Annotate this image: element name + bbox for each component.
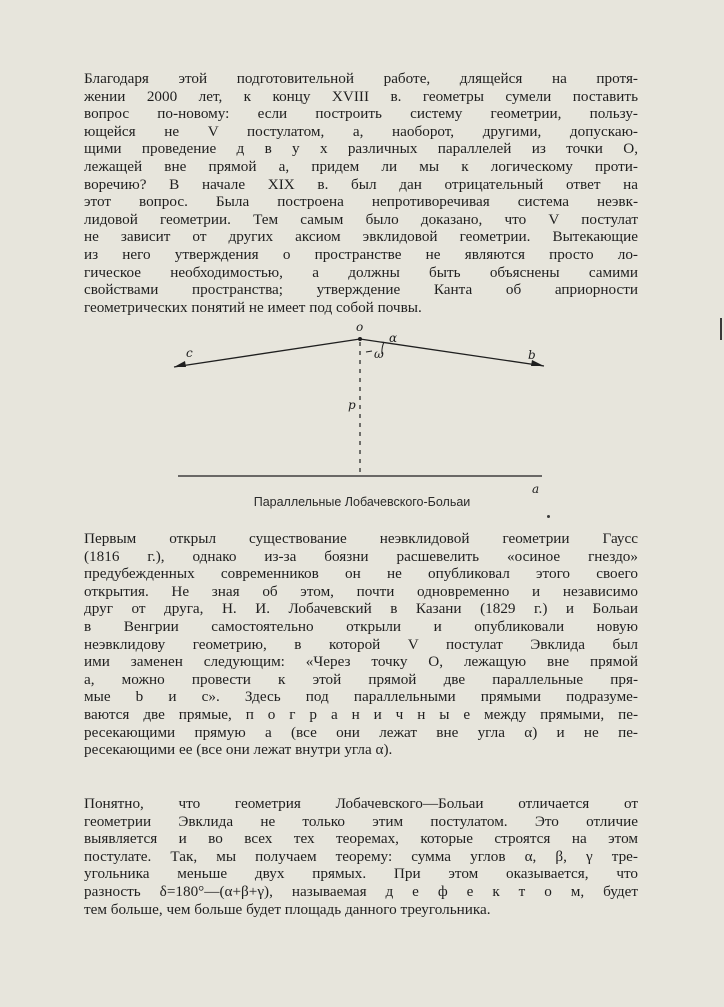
label-b: b bbox=[528, 348, 536, 362]
figure-caption: Параллельные Лобачевского-Больаи bbox=[253, 495, 471, 509]
scan-speck bbox=[547, 515, 550, 518]
label-alpha: α bbox=[389, 331, 398, 345]
text-line: лежащей вне прямой a, придем ли мы к логическому проти- bbox=[84, 157, 638, 175]
label-a: a bbox=[532, 482, 540, 496]
paragraph-2 bbox=[84, 530, 638, 759]
lobachevsky-parallels-figure bbox=[160, 320, 570, 520]
text-line: ресекающими ее (все они лежат внутри угла α). bbox=[84, 741, 393, 759]
arrowhead-c bbox=[174, 361, 186, 367]
text-line: в Венгрии самостоятельно открыли и опубликовали новую bbox=[84, 617, 638, 635]
text-line: Первым открыл существование неэвклидовой геометрии Гаусс bbox=[84, 530, 638, 547]
text-line: открытия. Не зная об этом, почти одновременно и независимо bbox=[84, 582, 638, 600]
text-line: Понятно, что геометрия Лобачевского—Больаи отличается от bbox=[84, 795, 638, 812]
label-omega: ω bbox=[374, 347, 384, 361]
scan-edge-mark bbox=[720, 318, 722, 340]
parallel-line-b bbox=[360, 339, 544, 366]
text-line: Благодаря этой подготовительной работе, длящейся на протя- bbox=[84, 70, 638, 87]
text-line: щими проведение д в у х различных параллелей из точки O, bbox=[84, 140, 638, 158]
text-line: постулате. Так, мы получаем теорему: сумма углов α, β, γ тре- bbox=[84, 847, 638, 865]
text-line: из него утверждения о пространстве не являются просто ло- bbox=[84, 245, 638, 263]
text-line: не зависит от других аксиом эвклидовой геометрии. Вытекающие bbox=[84, 228, 638, 246]
text-line: неэвклидову геометрию, в которой V постулат Эвклида был bbox=[84, 635, 638, 653]
text-line: угольника меньше двух прямых. При этом оказывается, что bbox=[84, 865, 638, 883]
label-point-o: o bbox=[356, 320, 364, 334]
text-line: мые b и c». Здесь под параллельными прямыми подразуме- bbox=[84, 688, 638, 706]
text-line: предубежденных современников он не опубликовал этого своего bbox=[84, 565, 638, 583]
text-line: геометрических понятий не имеет под собой почвы. bbox=[84, 298, 422, 316]
paragraph-3 bbox=[84, 795, 638, 918]
text-line: (1816 г.), однако из-за боязни расшевелить «осиное гнездо» bbox=[84, 547, 638, 565]
text-line: друг от друга, Н. И. Лобачевский в Казани (1829 г.) и Больаи bbox=[84, 600, 638, 618]
text-line: a, можно провести к этой прямой две параллельные пря- bbox=[84, 670, 638, 688]
label-p: p bbox=[348, 398, 356, 412]
label-c: c bbox=[186, 346, 193, 360]
text-line: ваются две прямые, п о г р а н и ч н ы е между прямыми, пе- bbox=[84, 705, 638, 723]
angle-omega-mark bbox=[366, 351, 372, 352]
text-line: гическое необходимостью, а должны быть объяснены самими bbox=[84, 263, 638, 281]
text-line: тем больше, чем больше будет площадь данного треугольника. bbox=[84, 900, 491, 918]
text-line: вопрос по-новому: если построить систему геометрии, пользу- bbox=[84, 105, 638, 123]
text-line: разность δ=180°—(α+β+γ), называемая д е ф е к т о м, будет bbox=[84, 882, 638, 900]
text-line: жении 2000 лет, к концу XVIII в. геометры сумели поставить bbox=[84, 87, 638, 105]
text-line: воречию? В начале XIX в. был дан отрицательный ответ на bbox=[84, 175, 638, 193]
parallel-line-c bbox=[174, 339, 360, 367]
text-line: этот вопрос. Была построена непротиворечивая система неэвк- bbox=[84, 193, 638, 211]
text-line: геометрии Эвклида не только этим постулатом. Это отличие bbox=[84, 812, 638, 830]
paragraph-1 bbox=[84, 70, 638, 316]
text-line: лидовой геометрии. Тем самым было доказано, что V постулат bbox=[84, 210, 638, 228]
text-line: ими заменен следующим: «Через точку O, лежащую вне прямой bbox=[84, 653, 638, 671]
text-line: ющейся не V постулатом, а, наоборот, другими, допускаю- bbox=[84, 122, 638, 140]
text-line: ресекающими прямую a (все они лежат вне угла α) и не пе- bbox=[84, 723, 638, 741]
text-line: выявляется и во всех тех теоремах, которые строятся на этом bbox=[84, 830, 638, 848]
text-line: свойствами пространства; утверждение Канта об априорности bbox=[84, 281, 638, 299]
point-o bbox=[358, 337, 362, 341]
